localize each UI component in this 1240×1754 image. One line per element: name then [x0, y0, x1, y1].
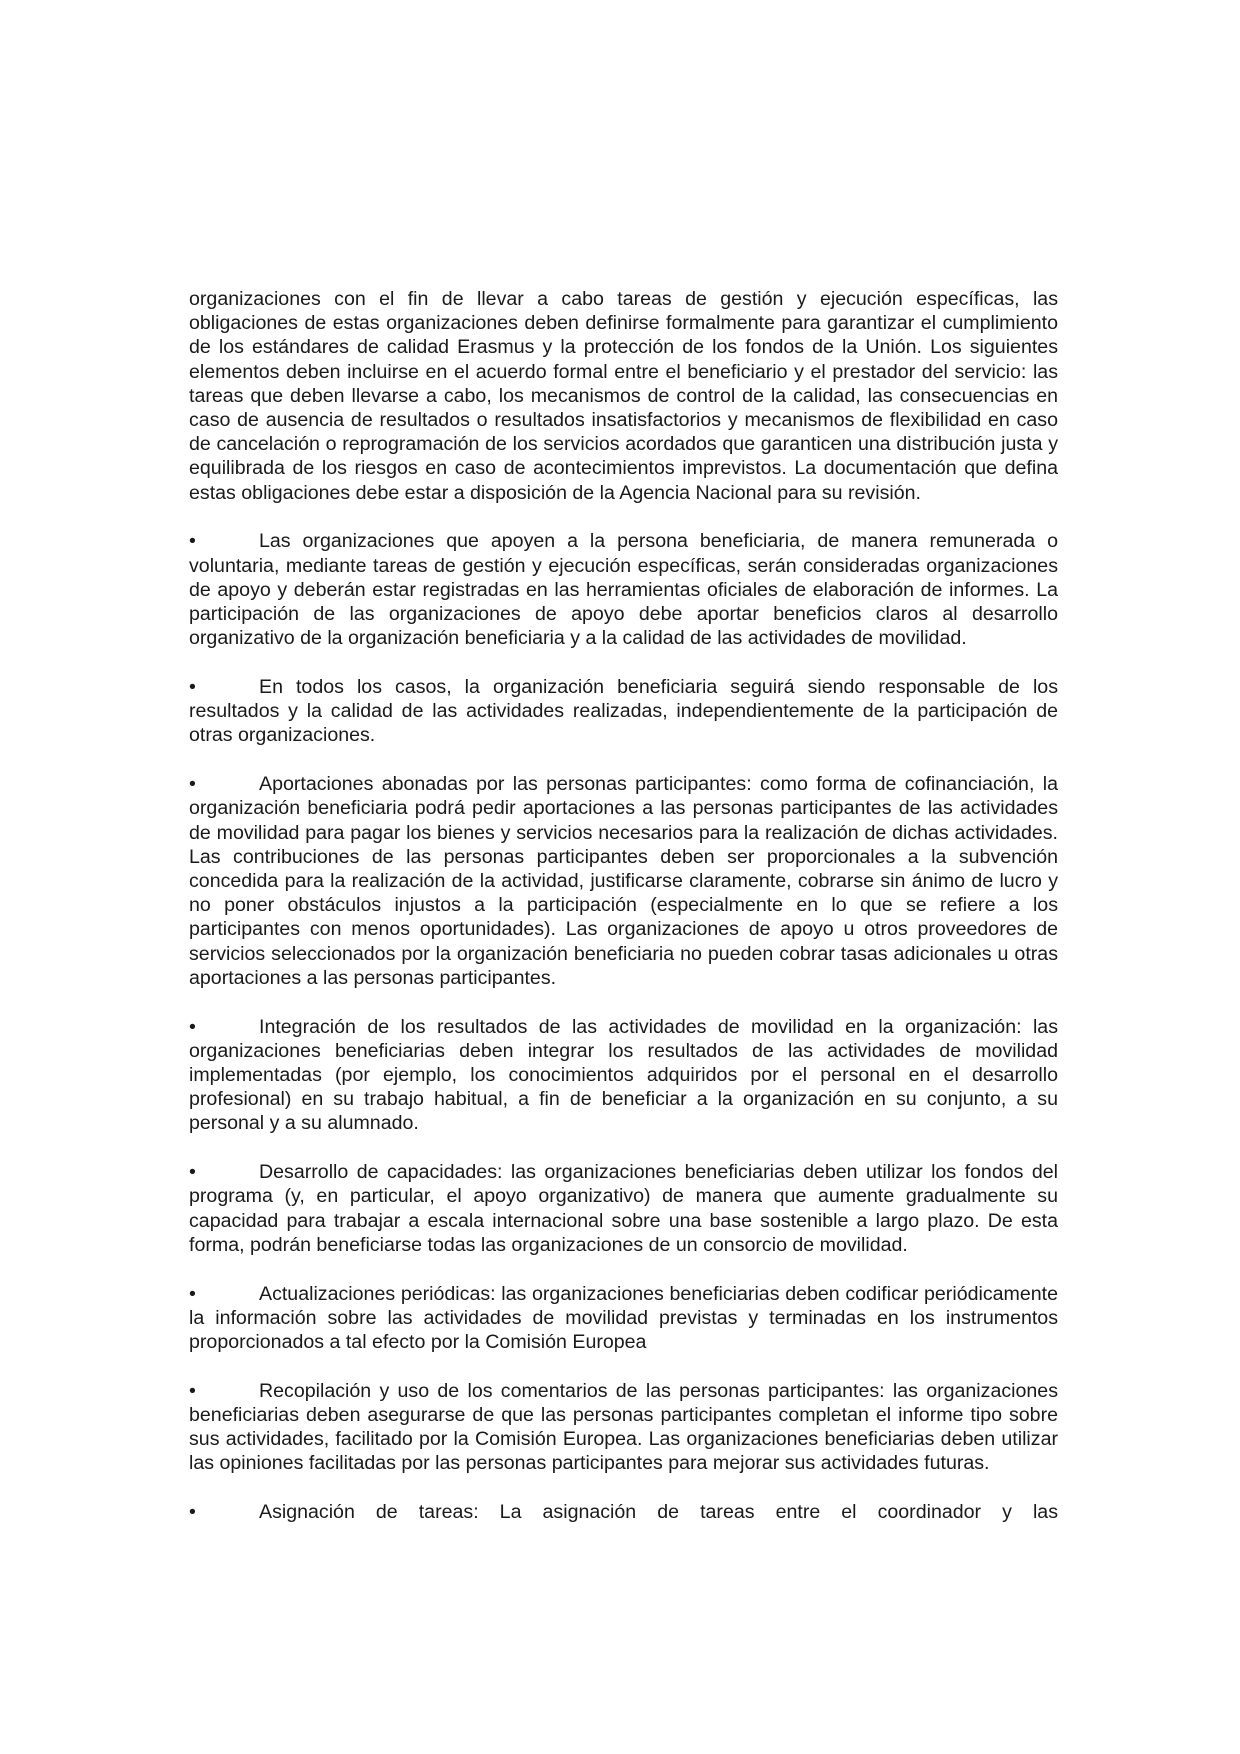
document-body — [189, 287, 1058, 1549]
list-item-text: Recopilación y uso de los comentarios de las personas participantes: las organizaciones beneficiarias deben asegurarse de que las personas participantes completan el informe tipo sobre sus actividades, facilitado por la Comisión Europea. Las organizaciones beneficiarias deben utilizar las opiniones facilitadas por las personas participantes para mejorar sus actividades futuras. — [189, 1379, 1058, 1475]
intro-paragraph: organizaciones con el fin de llevar a cabo tareas de gestión y ejecución específicas, las obligaciones de estas organizaciones deben definirse formalmente para garantizar el cumplimiento de los estándares de calidad Erasmus y la protección de los fondos de la Unión. Los siguientes elementos deben incluirse en el acuerdo formal entre el beneficiario y el prestador del servicio: las tareas que deben llevarse a cabo, los mecanismos de control de la calidad, las consecuencias en caso de ausencia de resultados o resultados insatisfactorios y mecanismos de flexibilidad en caso de cancelación o reprogramación de los servicios acordados que garanticen una distribución justa y equilibrada de los riesgos en caso de acontecimientos imprevistos. La documentación que defina estas obligaciones debe estar a disposición de la Agencia Nacional para su revisión. — [189, 288, 1058, 504]
list-item — [189, 1500, 1058, 1524]
bullet-icon: • — [189, 530, 196, 553]
list-item-text: Integración de los resultados de las actividades de movilidad en la organización: las organizaciones beneficiarias deben integrar los resultados de las actividades de movilidad implementadas (por ejemplo, los conocimientos adquiridos por el personal en el desarrollo profesional) en su trabajo habitual, a fin de beneficiar a la organización en su conjunto, a su personal y a su alumnado. — [189, 1015, 1058, 1135]
list-item — [189, 1379, 1058, 1476]
list-item — [189, 1282, 1058, 1355]
bullet-icon: • — [189, 1501, 196, 1524]
list-item-text: Actualizaciones periódicas: las organizaciones beneficiarias deben codificar periódicamente la información sobre las actividades de movilidad previstas y terminadas en los instrumentos proporcionados a tal efecto por la Comisión Europea — [189, 1282, 1058, 1354]
bullet-icon: • — [189, 1161, 196, 1184]
list-item — [189, 1015, 1058, 1136]
bullet-icon: • — [189, 773, 196, 796]
bullet-icon: • — [189, 1379, 196, 1402]
list-item — [189, 1160, 1058, 1257]
list-item-text: Las organizaciones que apoyen a la persona beneficiaria, de manera remunerada o voluntaria, mediante tareas de gestión y ejecución específicas, serán consideradas organizaciones de apoyo y deberán estar registradas en las herramientas oficiales de elaboración de informes. La participación de las organizaciones de apoyo debe aportar beneficios claros al desarrollo organizativo de la organización beneficiaria y a la calidad de las actividades de movilidad. — [189, 530, 1058, 650]
list-item — [189, 772, 1058, 990]
list-item-text: Aportaciones abonadas por las personas participantes: como forma de cofinanciación, la organización beneficiaria podrá pedir aportaciones a las personas participantes de las actividades de movilidad para pagar los bienes y servicios necesarios para la realización de dichas actividades. Las contribuciones de las personas participantes deben ser proporcionales a la subvención concedida para la realización de la actividad, justificarse claramente, cobrarse sin ánimo de lucro y no poner obstáculos injustos a la participación (especialmente en lo que se refiere a los participantes con menos oportunidades). Las organizaciones de apoyo u otros proveedores de servicios seleccionados por la organización beneficiaria no pueden cobrar tasas adicionales u otras aportaciones a las personas participantes. — [189, 773, 1058, 989]
bullet-icon: • — [189, 1282, 196, 1305]
list-item-text: Desarrollo de capacidades: las organizaciones beneficiarias deben utilizar los fondos del programa (y, en particular, el apoyo organizativo) de manera que aumente gradualmente su capacidad para trabajar a escala internacional sobre una base sostenible a largo plazo. De esta forma, podrán beneficiarse todas las organizaciones de un consorcio de movilidad. — [189, 1161, 1058, 1256]
list-item-text: En todos los casos, la organización beneficiaria seguirá siendo responsable de los resultados y la calidad de las actividades realizadas, independientemente de la participación de otras organizaciones. — [189, 676, 1058, 747]
bullet-icon: • — [189, 676, 196, 699]
bullet-icon: • — [189, 1015, 196, 1038]
list-item — [189, 529, 1058, 650]
list-item — [189, 675, 1058, 748]
list-item-text: Asignación de tareas: La asignación de tareas entre el coordinador y las — [259, 1501, 1058, 1524]
